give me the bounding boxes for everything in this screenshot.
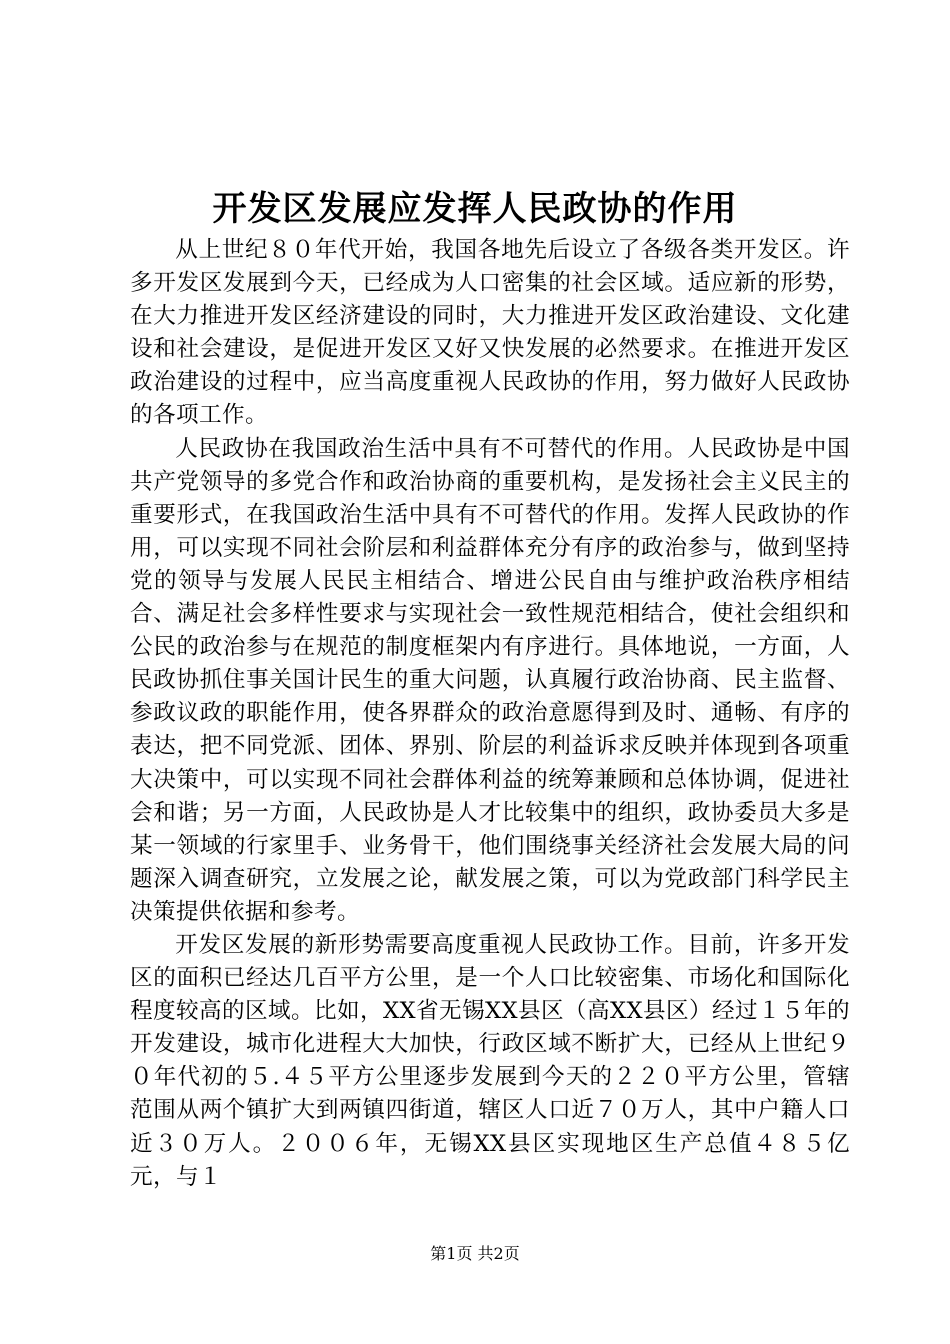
page-footer: 第1页 共2页 [430,1244,520,1263]
paragraph-3: 开发区发展的新形势需要高度重视人民政协工作。目前，许多开发区的面积已经达几百平方公里，是一个人口比较密集、市场化和国际化程度较高的区域。比如，XX省无锡XX县区（高XX县区）经过１５年的开发建设，城市化进程大大加快，行政区域不断扩大，已经从上世纪９０年代初的５.４５平方公里逐步发展到今天的２２０平方公里，管辖范围从两个镇扩大到两镇四街道，辖区人口近７０万人，其中户籍人口近３０万人。２００６年，无锡XX县区实现地区生产总值４８５亿元，与１ [130,931,850,1190]
paragraph-1: 从上世纪８０年代开始，我国各地先后设立了各级各类开发区。许多开发区发展到今天，已经成为人口密集的社会区域。适应新的形势，在大力推进开发区经济建设的同时，大力推进开发区政治建设、文化建设和社会建设，是促进开发区又好又快发展的必然要求。在推进开发区政治建设的过程中，应当高度重视人民政协的作用，努力做好人民政协的各项工作。 [130,237,850,429]
document-title: 开发区发展应发挥人民政协的作用 [212,189,738,229]
paragraph-2: 人民政协在我国政治生活中具有不可替代的作用。人民政协是中国共产党领导的多党合作和政治协商的重要机构，是发扬社会主义民主的重要形式，在我国政治生活中具有不可替代的作用。发挥人民政协的作用，可以实现不同社会阶层和利益群体充分有序的政治参与，做到坚持党的领导与发展人民民主相结合、增进公民自由与维护政治秩序相结合、满足社会多样性要求与实现社会一致性规范相结合，使社会组织和公民的政治参与在规范的制度框架内有序进行。具体地说，一方面，人民政协抓住事关国计民生的重大问题，认真履行政治协商、民主监督、参政议政的职能作用，使各界群众的政治意愿得到及时、通畅、有序的表达，把不同党派、团体、界别、阶层的利益诉求反映并体现到各项重大决策中，可以实现不同社会群体利益的统筹兼顾和总体协调，促进社会和谐；另一方面，人民政协是人才比较集中的组织，政协委员大多是某一领域的行家里手、业务骨干，他们围绕事关经济社会发展大局的问题深入调查研究，立发展之论，献发展之策，可以为党政部门科学民主决策提供依据和参考。 [130,435,850,925]
document-body [130,234,850,1194]
